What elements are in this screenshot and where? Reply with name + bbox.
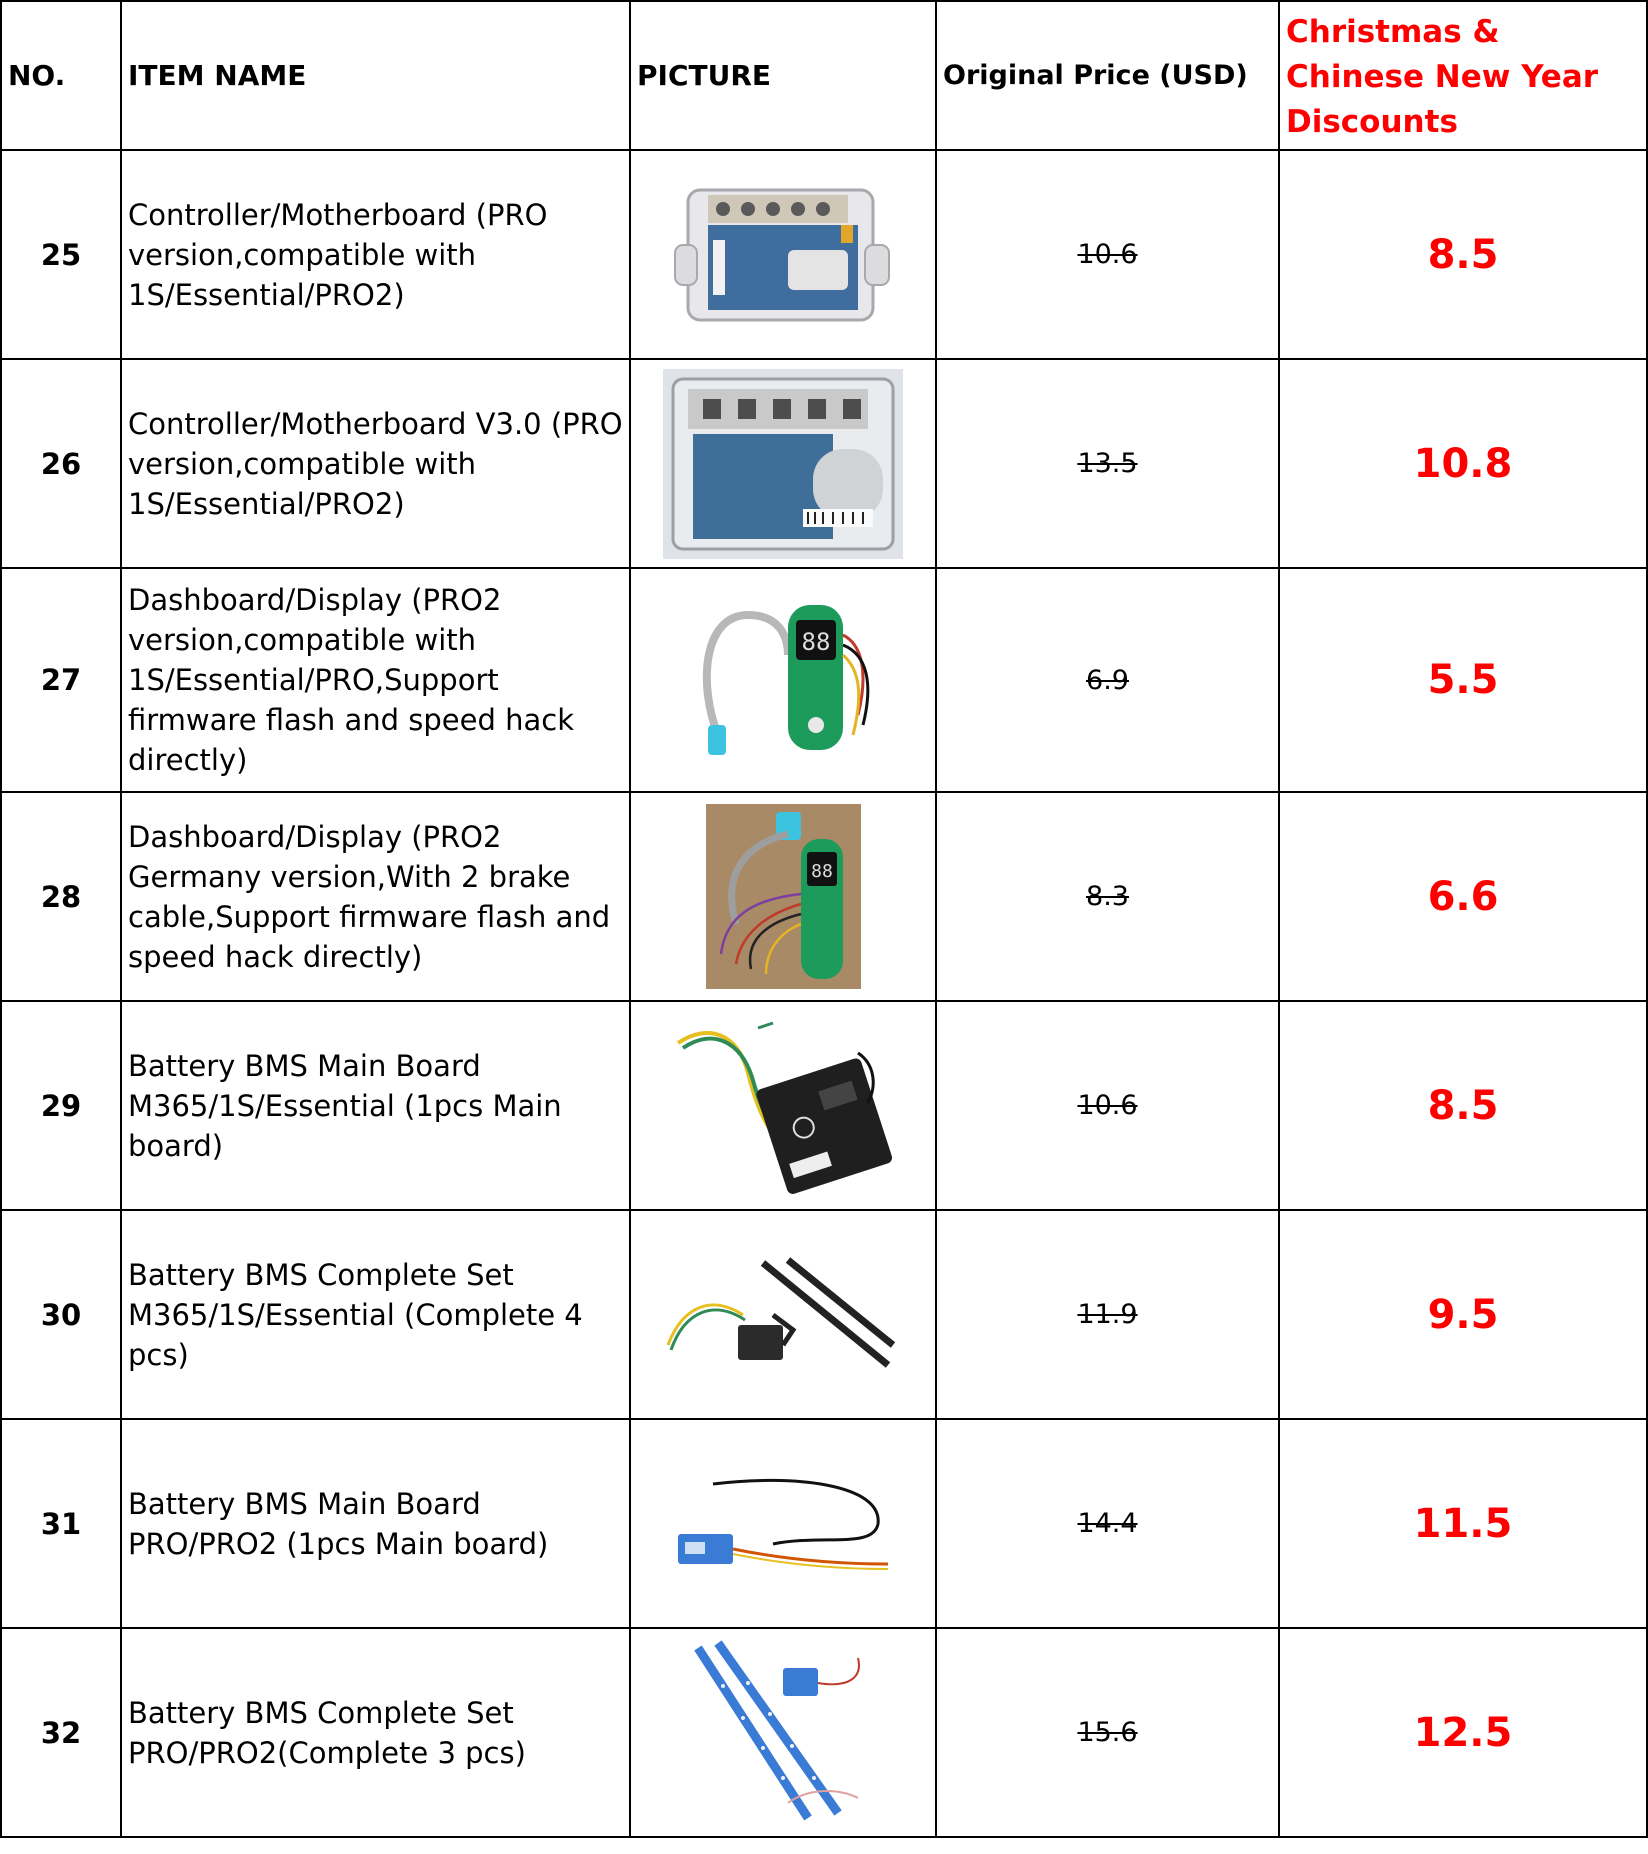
table-row: [1, 150, 1647, 359]
controller-board-v3-photo: [663, 369, 903, 559]
dashboard-display-germany-photo: [706, 804, 861, 989]
original-price: 6.9: [936, 568, 1279, 792]
dashboard-display-photo: [688, 595, 878, 765]
item-picture: [630, 1210, 936, 1419]
discount-price: 5.5: [1279, 568, 1647, 792]
item-number: 30: [1, 1210, 121, 1419]
item-name: Battery BMS Main Board PRO/PRO2 (1pcs Main board): [121, 1419, 630, 1628]
original-price: 15.6: [936, 1628, 1279, 1837]
original-price: 14.4: [936, 1419, 1279, 1628]
discount-price: 8.5: [1279, 150, 1647, 359]
discount-price: 11.5: [1279, 1419, 1647, 1628]
table-row: [1, 1628, 1647, 1837]
header-row: [1, 1, 1647, 150]
item-picture: [630, 1001, 936, 1210]
item-number: 29: [1, 1001, 121, 1210]
item-name: Battery BMS Complete Set M365/1S/Essential (Complete 4 pcs): [121, 1210, 630, 1419]
item-number: 28: [1, 792, 121, 1001]
discount-price: 8.5: [1279, 1001, 1647, 1210]
item-number: 26: [1, 359, 121, 568]
svg-text:88: 88: [810, 861, 833, 882]
bms-pro-complete-set-photo: [688, 1638, 878, 1828]
header-discounts: Christmas & Chinese New Year Discounts: [1279, 1, 1647, 150]
item-picture: [630, 792, 936, 1001]
bms-main-board-photo: [668, 1013, 898, 1198]
bms-complete-set-photo: [663, 1255, 903, 1375]
discount-price: 6.6: [1279, 792, 1647, 1001]
bms-pro-main-board-photo: [673, 1464, 893, 1584]
header-item-name: ITEM NAME: [121, 1, 630, 150]
item-picture: [630, 150, 936, 359]
original-price: 13.5: [936, 359, 1279, 568]
item-name: Dashboard/Display (PRO2 Germany version,With 2 brake cable,Support firmware flash and speed hack directly): [121, 792, 630, 1001]
item-name: Battery BMS Complete Set PRO/PRO2(Complete 3 pcs): [121, 1628, 630, 1837]
item-name: Battery BMS Main Board M365/1S/Essential (1pcs Main board): [121, 1001, 630, 1210]
svg-text:88: 88: [801, 628, 831, 656]
table-row: [1, 359, 1647, 568]
item-picture: [630, 359, 936, 568]
discount-price: 10.8: [1279, 359, 1647, 568]
item-name: Dashboard/Display (PRO2 version,compatible with 1S/Essential/PRO,Support firmware flash and speed hack directly): [121, 568, 630, 792]
item-name: Controller/Motherboard V3.0 (PRO version,compatible with 1S/Essential/PRO2): [121, 359, 630, 568]
item-number: 25: [1, 150, 121, 359]
header-no: NO.: [1, 1, 121, 150]
table-row: [1, 1419, 1647, 1628]
item-picture: [630, 568, 936, 792]
original-price: 10.6: [936, 150, 1279, 359]
header-picture: PICTURE: [630, 1, 936, 150]
item-name: Controller/Motherboard (PRO version,compatible with 1S/Essential/PRO2): [121, 150, 630, 359]
item-number: 27: [1, 568, 121, 792]
controller-board-photo: [673, 185, 893, 325]
discount-price: 12.5: [1279, 1628, 1647, 1837]
header-original-price: Original Price (USD): [936, 1, 1279, 150]
discount-price: 9.5: [1279, 1210, 1647, 1419]
table-row: [1, 568, 1647, 792]
original-price: 8.3: [936, 792, 1279, 1001]
item-picture: [630, 1628, 936, 1837]
table-row: [1, 1001, 1647, 1210]
table-row: [1, 1210, 1647, 1419]
table-row: [1, 792, 1647, 1001]
item-picture: [630, 1419, 936, 1628]
original-price: 10.6: [936, 1001, 1279, 1210]
original-price: 11.9: [936, 1210, 1279, 1419]
item-number: 31: [1, 1419, 121, 1628]
item-number: 32: [1, 1628, 121, 1837]
